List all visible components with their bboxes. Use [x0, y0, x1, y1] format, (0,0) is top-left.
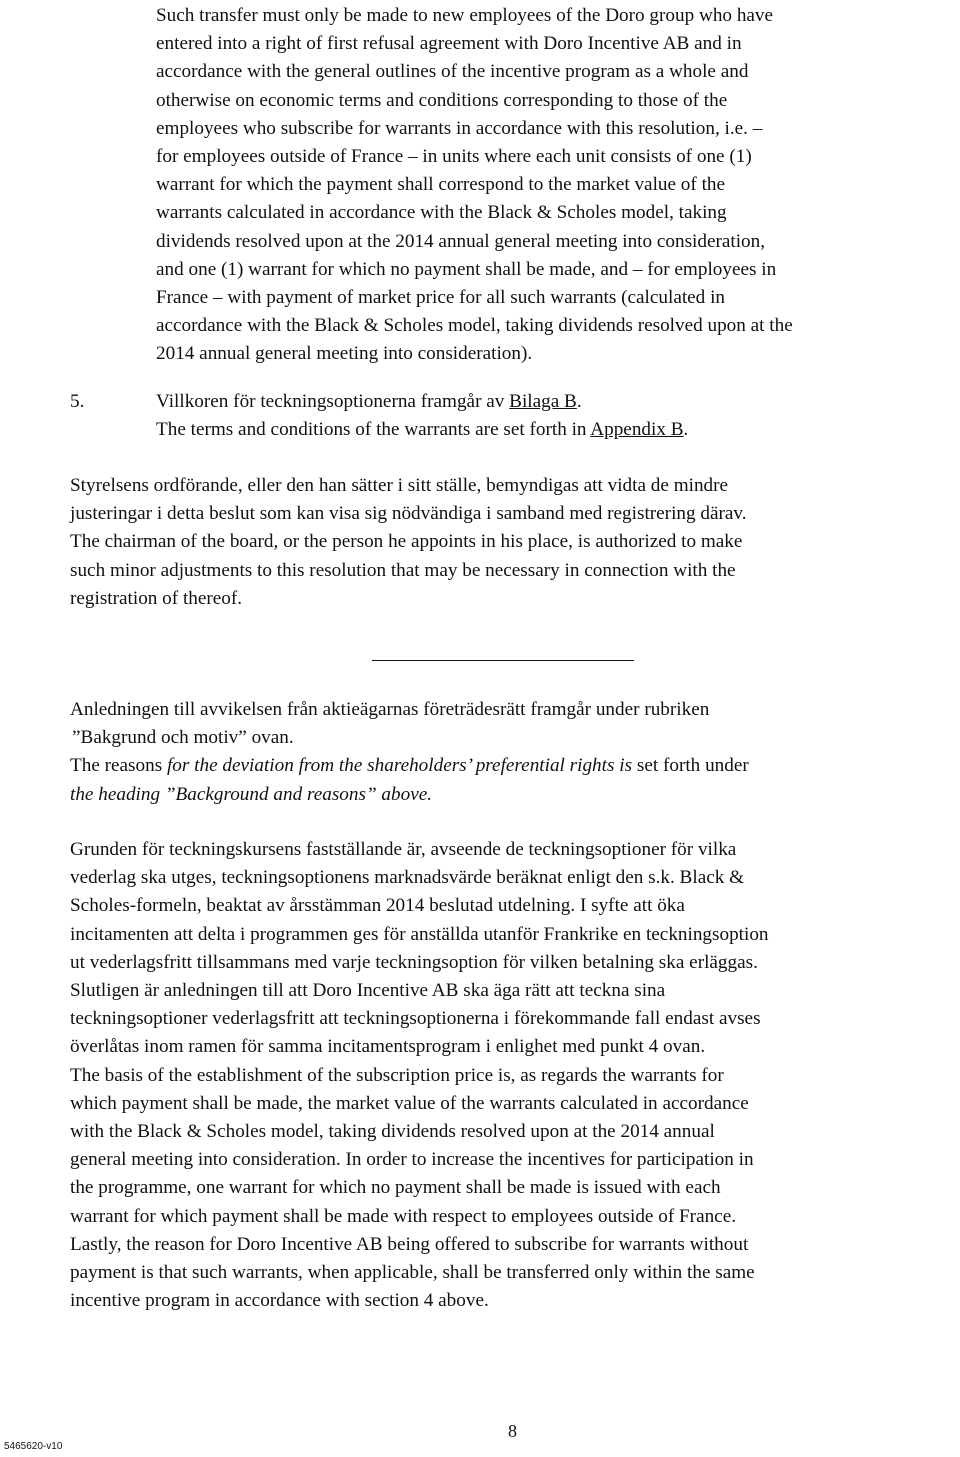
text-line: dividends resolved upon at the 2014 annual general meeting into consideration, — [156, 230, 766, 252]
text-line: registration of thereof. — [70, 587, 243, 609]
subscription-price-basis-paragraph — [70, 836, 952, 1315]
deviation-reasons-paragraph — [70, 696, 950, 809]
item-en-text: The terms and conditions of the warrants are set forth in — [156, 419, 591, 441]
text-line — [70, 752, 950, 780]
text-line: with the Black & Scholes model, taking dividends resolved upon at the 2014 annual — [70, 1121, 715, 1143]
authorization-paragraph — [70, 472, 940, 613]
text-line: justeringar i detta beslut som kan visa sig nödvändiga i samband med registrering därav. — [70, 503, 747, 525]
appendix-link-sv[interactable]: Bilaga B — [509, 391, 577, 412]
text-line: vederlag ska utges, teckningsoptionens marknadsvärde beräknat enligt den s.k. Black & — [70, 867, 745, 889]
text-fragment: set forth under — [632, 755, 749, 777]
text-line: incentive program in accordance with section 4 above. — [70, 1290, 489, 1312]
text-line: the heading ”Background and reasons” above. — [70, 783, 433, 805]
text-line: ut vederlagsfritt tillsammans med varje teckningsoption för vilken betalning ska erläggas. — [70, 951, 758, 973]
item-sv-end: . — [576, 391, 582, 412]
text-line: The basis of the establishment of the subscription price is, as regards the warrants for — [70, 1064, 724, 1086]
text-line: 2014 annual general meeting into consideration). — [156, 343, 533, 365]
text-line: accordance with the Black & Scholes model, taking dividends resolved upon at the — [156, 315, 793, 337]
item-body — [156, 388, 916, 444]
text-line: payment is that such warrants, when applicable, shall be transferred only within the same — [70, 1262, 755, 1284]
text-line: entered into a right of first refusal agreement with Doro Incentive AB and in — [156, 33, 742, 55]
text-line: Scholes-formeln, beaktat av årsstämman 2014 beslutad utdelning. I syfte att öka — [70, 895, 685, 917]
text-line: warrants calculated in accordance with the Black & Scholes model, taking — [156, 202, 727, 224]
text-line: Styrelsens ordförande, eller den han sätter i sitt ställe, bemyndigas att vidta de mindre — [70, 475, 729, 496]
text-line: warrant for which payment shall be made with respect to employees outside of France. — [70, 1205, 737, 1227]
text-line: such minor adjustments to this resolution that may be necessary in connection with the — [70, 559, 736, 581]
italic-fragment: for the deviation from the shareholders’ preferential rights is — [166, 755, 633, 777]
text-line: France – with payment of market price for all such warrants (calculated in — [156, 287, 726, 309]
text-line: Such transfer must only be made to new employees of the Doro group who have — [156, 5, 774, 26]
text-line: överlåtas inom ramen för samma incitamentsprogram i enlighet med punkt 4 ovan. — [70, 1036, 706, 1058]
text-line: incitamenten att delta i programmen ges för anställda utanför Frankrike en teckningsoption — [70, 923, 769, 945]
item-sv-line — [156, 388, 916, 416]
section-divider — [372, 660, 634, 661]
text-line: Slutligen är anledningen till att Doro Incentive AB ska äga rätt att teckna sina — [70, 980, 666, 1002]
text-line: accordance with the general outlines of the incentive program as a whole and — [156, 61, 749, 83]
transfer-conditions-paragraph — [156, 2, 956, 369]
document-id: 5465620-v10 — [4, 1441, 63, 1452]
text-line: employees who subscribe for warrants in accordance with this resolution, i.e. – — [156, 117, 763, 139]
text-fragment: The reasons — [70, 755, 167, 777]
item-en-line — [156, 416, 916, 444]
appendix-link-en[interactable]: Appendix B — [590, 419, 684, 441]
text-line: for employees outside of France – in units where each unit consists of one (1) — [156, 146, 752, 168]
text-line: general meeting into consideration. In order to increase the incentives for participation in — [70, 1149, 754, 1171]
text-line: The chairman of the board, or the person he appoints in his place, is authorized to make — [70, 531, 743, 553]
item-number: 5. — [70, 391, 85, 412]
text-line: Anledningen till avvikelsen från aktieägarnas företrädesrätt framgår under rubriken — [70, 699, 710, 720]
page-number: 8 — [508, 1421, 517, 1441]
text-line: which payment shall be made, the market value of the warrants calculated in accordance — [70, 1092, 749, 1114]
text-line: the programme, one warrant for which no payment shall be made is issued with each — [70, 1177, 721, 1199]
text-line: teckningsoptioner vederlagsfritt att teckningsoptionerna i förekommande fall endast avses — [70, 1008, 761, 1030]
text-line: Lastly, the reason for Doro Incentive AB being offered to subscribe for warrants without — [70, 1233, 749, 1255]
text-line: warrant for which the payment shall correspond to the market value of the — [156, 174, 726, 196]
text-line: and one (1) warrant for which no payment shall be made, and – for employees in — [156, 258, 777, 280]
text-line: ”Bakgrund och motiv” ovan. — [72, 727, 294, 749]
item-sv-text: Villkoren för teckningsoptionerna framgår av — [156, 391, 510, 412]
text-line: Grunden för teckningskursens fastställande är, avseende de teckningsoptioner för vilka — [70, 839, 737, 860]
text-line: otherwise on economic terms and conditions corresponding to those of the — [156, 89, 728, 111]
item-en-end: . — [683, 419, 689, 441]
